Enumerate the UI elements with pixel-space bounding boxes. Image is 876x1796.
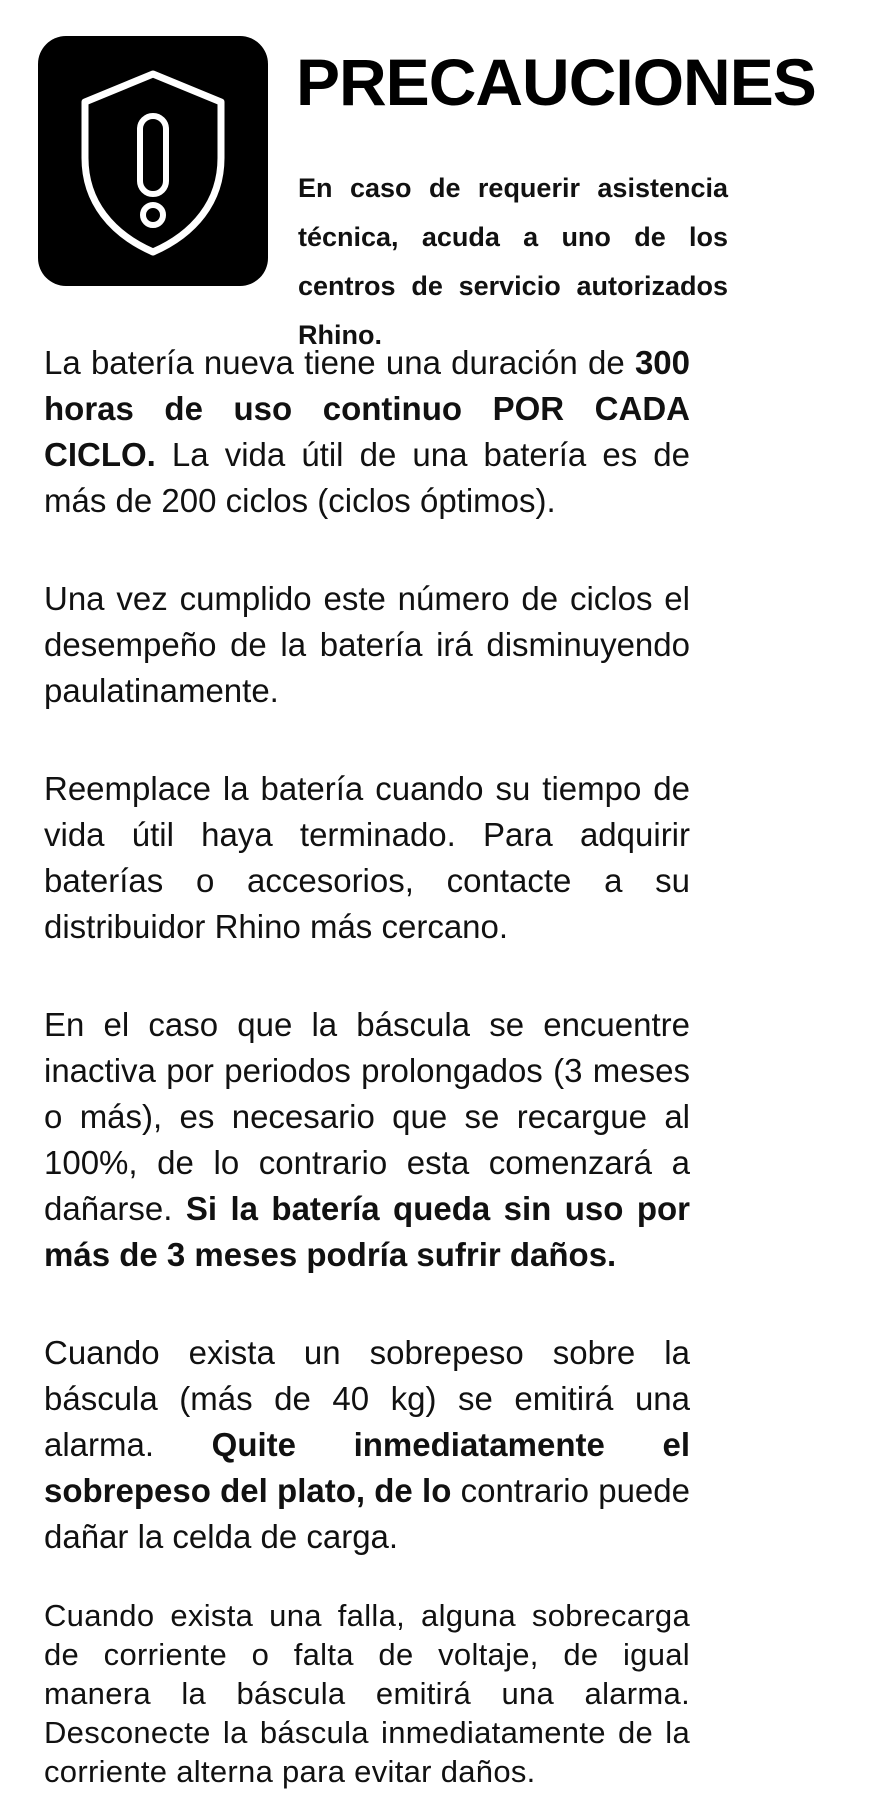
paragraph-battery-replacement <box>44 766 690 950</box>
paragraph-bold-text: Si la batería queda sin uso por más de 3 meses podría sufrir daños. <box>44 1190 690 1273</box>
paragraph-bold-text: Quite inmediatamente el sobrepeso del plato, de lo <box>44 1426 690 1509</box>
paragraph-text: contrario puede dañar la celda de carga. <box>44 1472 690 1555</box>
paragraph-text: En el caso que la báscula se encuentre inactiva por periodos prolongados (3 meses o más), es necesario que se recargue al 100%, de lo contrario esta comenzará a dañarse. <box>44 1006 690 1227</box>
document-body <box>44 340 690 1791</box>
header <box>38 36 816 350</box>
paragraph-battery-duration <box>44 340 690 524</box>
paragraph-text: Cuando exista un sobrepeso sobre la báscula (más de 40 kg) se emitirá una alarma. <box>44 1334 690 1463</box>
paragraph-text: La batería nueva tiene una duración de <box>44 344 635 381</box>
page-subtitle: En caso de requerir asistencia técnica, acuda a uno de los centros de servicio autorizados Rhino. <box>298 173 728 350</box>
paragraph-inactive-scale <box>44 1002 690 1278</box>
paragraph-text: Una vez cumplido este número de ciclos el desempeño de la batería irá disminuyendo paulatinamente. <box>44 580 690 709</box>
page-title: PRECAUCIONES <box>296 45 816 119</box>
paragraph-battery-cycles <box>44 576 690 714</box>
paragraph-bold-text: 300 horas de uso continuo POR CADA CICLO. <box>44 344 690 473</box>
paragraph-text: La vida útil de una batería es de más de 200 ciclos (ciclos óptimos). <box>44 436 690 519</box>
paragraph-power-failure <box>44 1596 690 1791</box>
paragraph-overweight-alarm <box>44 1330 690 1560</box>
paragraph-text: Reemplace la batería cuando su tiempo de vida útil haya terminado. Para adquirir baterías o accesorios, contacte a su distribuidor Rhino más cercano. <box>44 770 690 945</box>
shield-exclamation-icon <box>38 36 268 286</box>
paragraph-text: Cuando exista una falla, alguna sobrecarga de corriente o falta de voltaje, de igual manera la báscula emitirá una alarma. Desconecte la báscula inmediatamente de la corriente alterna para evitar daños. <box>44 1598 690 1789</box>
